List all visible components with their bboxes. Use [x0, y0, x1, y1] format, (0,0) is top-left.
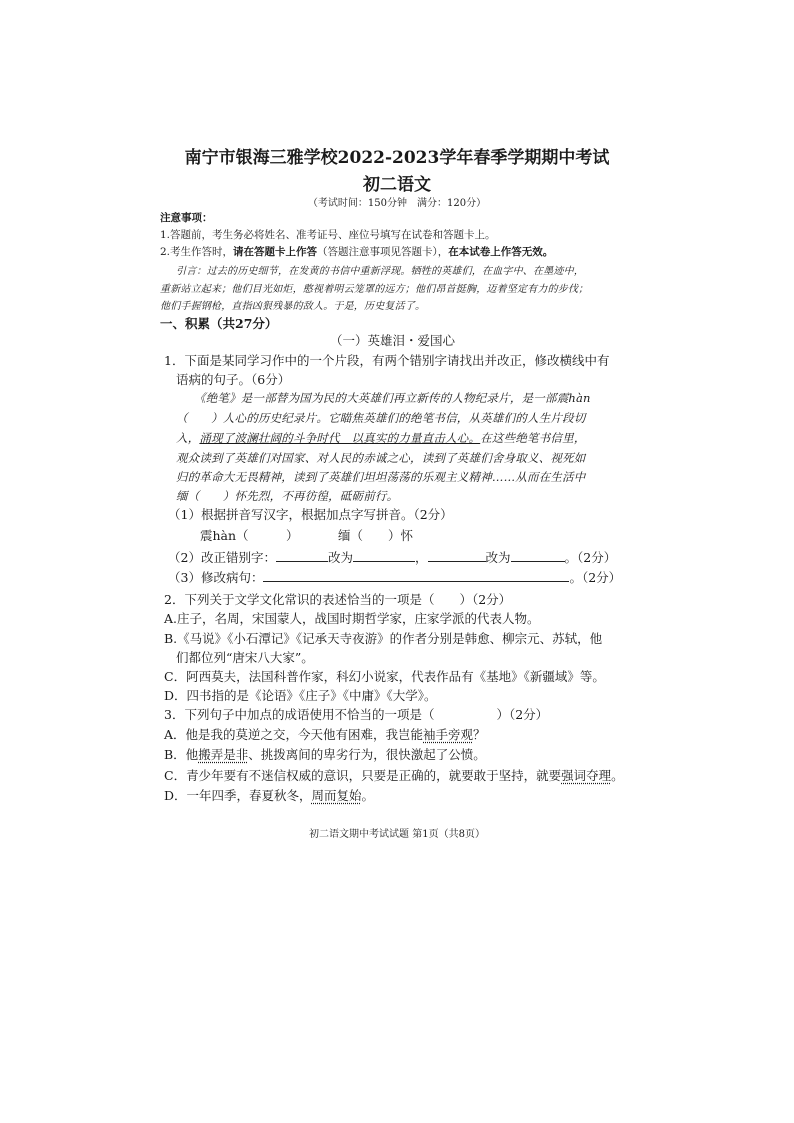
q1-stem-line-2: 语病的句子。（6分）: [176, 372, 291, 387]
page-footer: 初二语文期中考试试题 第1页（共8页）: [309, 829, 485, 840]
passage-line-3: 入，涌现了波澜壮阔的斗争时代 以真实的力量直击人心。在这些绝笔书信里，: [176, 431, 586, 445]
section-1-heading: 一、积累（共27分）: [160, 316, 278, 331]
notice-item-2: 2.考生作答时，请在答题卡上作答（答题注意事项见答题卡），在本试卷上作答无效。: [160, 246, 554, 258]
q3-option-c[interactable]: C．青少年要有不迷信权威的意识，只要是正确的，就要敢于坚持，就要强词夺理。: [164, 768, 624, 783]
q3-option-d[interactable]: D．一年四季，春夏秋冬，周而复始。: [164, 788, 375, 803]
q1-sub1: （1）根据拼音写汉字，根据加点字写拼音。（2分）: [168, 507, 453, 522]
passage-line-4: 观众读到了英雄们对国家、对人民的赤诚之心，读到了英雄们舍身取义、视死如: [176, 451, 586, 465]
answer-blank[interactable]: [276, 549, 328, 562]
intro-line-3: 他们手握钢枪，直指凶狠残暴的敌人。于是，历史复活了。: [160, 301, 426, 312]
subject-title: 初二语文: [363, 175, 431, 195]
q3-option-a[interactable]: A．他是我的莫逆之交，今天他有困难，我岂能袖手旁观？: [164, 727, 486, 742]
q3-option-b[interactable]: B．他搬弄是非、挑拨离间的卑劣行为，很快激起了公愤。: [164, 747, 486, 762]
q2-stem: 2．下列关于文学文化常识的表述恰当的一项是（ ）（2分）: [164, 592, 512, 607]
time-info: （考试时间：150分钟 满分：120分）: [307, 198, 487, 209]
q2-option-c[interactable]: C．阿西莫夫，法国科普作家，科幻小说家，代表作品有《基地》《新疆域》等。: [164, 669, 605, 684]
q1-sub1-a[interactable]: 震hàn（ ）: [200, 528, 299, 543]
q2-option-a[interactable]: A.庄子，名周，宋国蒙人，战国时期哲学家，庄家学派的代表人物。: [164, 611, 540, 626]
q3-stem: 3．下列句子中加点的成语使用不恰当的一项是（ ）（2分）: [164, 707, 549, 722]
passage-line-5: 归的革命大无畏精神，读到了英雄们坦坦荡荡的乐观主义精神……从而在生活中: [176, 470, 586, 484]
q2-option-d[interactable]: D．四书指的是《论语》《庄子》《中庸》《大学》。: [164, 688, 437, 703]
q1-stem-line-1: 1．下面是某同学习作中的一个片段，有两个错别字请找出并改正，修改横线中有: [164, 353, 610, 368]
intro-line-1: 引言：过去的历史细节，在发黄的书信中重新浮现。牺牲的英雄们，在血字中、在墨迹中，: [176, 266, 584, 277]
q1-sub2: （2）改正错别字： 改为 ， 改为 。（2分）: [168, 550, 617, 565]
passage-line-6: 缅（ ）怀先烈，不再彷徨，砥砺前行。: [176, 489, 399, 503]
idiom: 搬弄是非: [198, 747, 249, 762]
notice-item-1: 1.答题前，考生务必将姓名、准考证号、座位号填写在试卷和答题卡上。: [160, 229, 496, 241]
answer-blank[interactable]: [428, 549, 486, 562]
q1-sub1-b[interactable]: 缅（ ）怀: [338, 528, 414, 543]
idiom: 袖手旁观: [423, 727, 474, 742]
answer-blank[interactable]: [263, 569, 569, 582]
intro-line-2: 重新站立起来；他们目光如炬，憨视着明云笼罩的远方；他们昂首挺胸，迈着坚定有力的步伐；: [160, 284, 589, 295]
subsection-heading: （一）英雄泪・爱国心: [330, 333, 456, 348]
passage-line-2: （ ）人心的历史纪录片。它瞄焦英雄们的绝笔书信，从英雄们的人生片段切: [176, 411, 586, 425]
idiom: 周而复始: [311, 788, 362, 803]
notice-heading: 注意事项：: [160, 212, 213, 224]
q1-sub3: （3）修改病句： 。（2分）: [168, 570, 622, 585]
answer-blank[interactable]: [511, 549, 565, 562]
exam-title: 南宁市银海三雅学校2022-2023学年春季学期期中考试: [184, 148, 610, 168]
sick-sentence: 涌现了波澜壮阔的斗争时代 以真实的力量直击人心。: [199, 431, 481, 445]
q2-option-b-line-2[interactable]: 们都位列“唐宋八大家”。: [176, 650, 314, 665]
q2-option-b-line-1[interactable]: B.《马说》《小石潭记》《记承天寺夜游》的作者分别是韩愈、柳宗元、苏轼，他: [164, 631, 603, 646]
passage-line-1: 《绝笔》是一部替为国为民的大英雄们再立新传的人物纪录片，是一部震hàn: [194, 391, 591, 405]
idiom: 强词夺理: [561, 768, 612, 783]
answer-blank[interactable]: [353, 549, 415, 562]
